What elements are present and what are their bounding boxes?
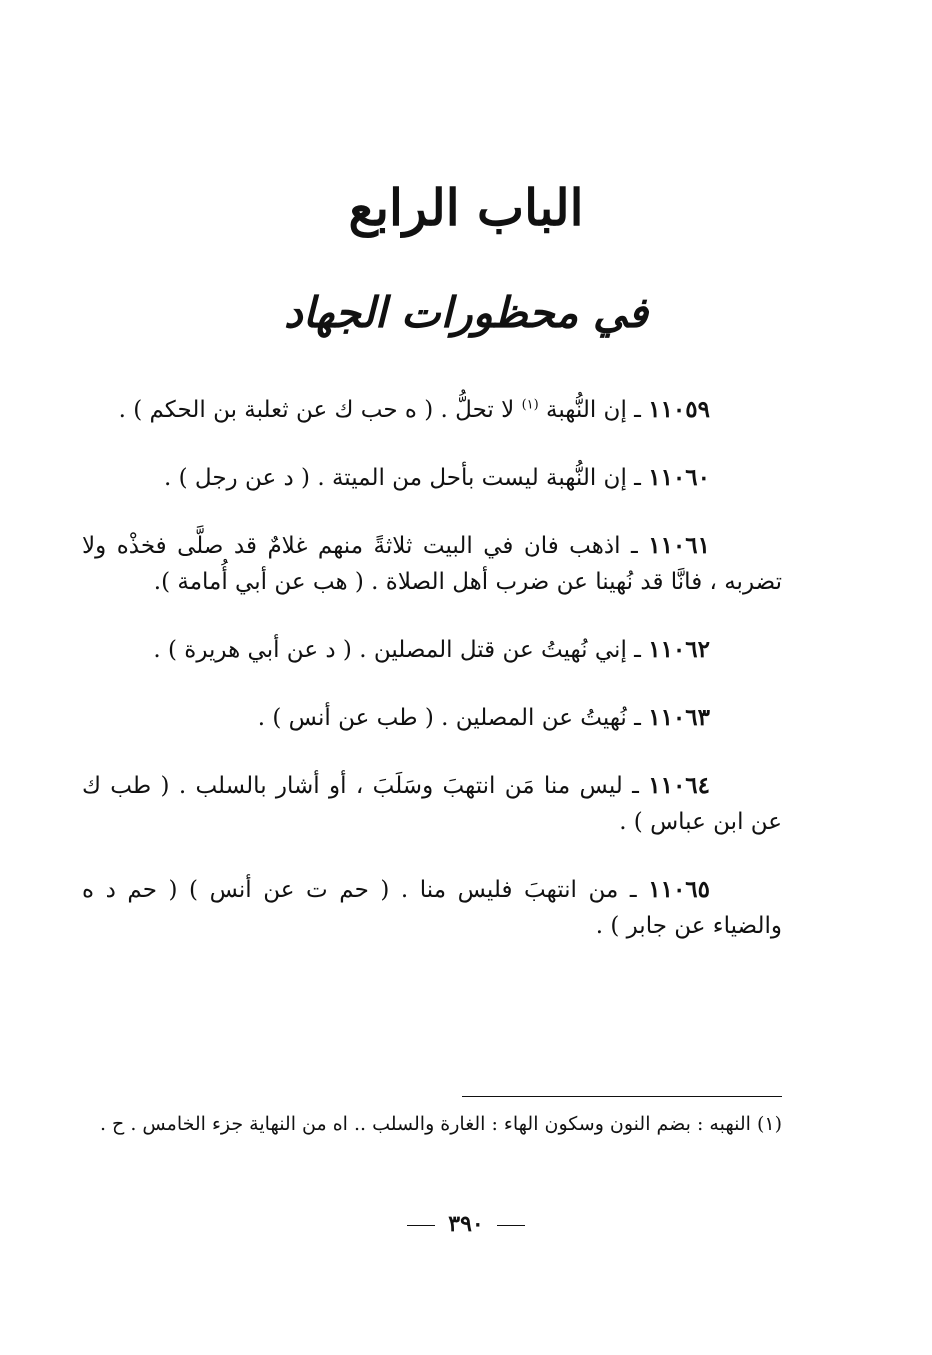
hadith-list: [82, 392, 782, 976]
entry-dash: ـ: [620, 533, 638, 559]
hadith-number: ١١٠٥٩: [648, 396, 710, 423]
entry-dash: ـ: [626, 637, 641, 663]
hadith-text: إن النُّهبة: [546, 397, 627, 423]
hadith-text: إني نُهيتُ عن قتل المصلين . ( د عن أبي هريرة ) .: [153, 637, 627, 663]
entry-dash: ـ: [626, 397, 641, 423]
hadith-entry: [82, 460, 782, 496]
chapter-title: الباب الرابع: [348, 178, 584, 237]
entry-dash: ـ: [626, 705, 641, 731]
hadith-entry: [82, 872, 782, 944]
footnote-text: النهبه : بضم النون وسكون الهاء : الغارة والسلب .. اه من النهاية جزء الخامس . ح .: [99, 1113, 751, 1135]
footnote-reference: (١): [521, 397, 539, 413]
hadith-text: ليس منا مَن انتهبَ وسَلَبَ ، أو أشار بالسلب . ( طب ك عن ابن عباس ) .: [82, 773, 782, 835]
hadith-number: ١١٠٦١: [648, 532, 710, 559]
footnote-divider: [462, 1096, 782, 1097]
page-number-dash: [407, 1225, 435, 1226]
hadith-text: من انتهبَ فليس منا . ( حم ت عن أنس ) ( حم د ه والضياء عن جابر ) .: [82, 877, 782, 939]
hadith-number: ١١٠٦٣: [648, 704, 710, 731]
hadith-entry: [82, 700, 782, 736]
page-number-dash: [497, 1225, 525, 1226]
hadith-number: ١١٠٦٠: [648, 464, 710, 491]
hadith-text: إن النُّهبة ليست بأحل من الميتة . ( د عن رجل ) .: [164, 465, 627, 491]
footnotes: [82, 1106, 782, 1142]
page-number: ٣٩٠: [448, 1211, 484, 1237]
hadith-number: ١١٠٦٥: [648, 876, 711, 903]
hadith-text-continued: لا تحلُّ . ( ه حب ك عن ثعلبة بن الحكم ) .: [118, 397, 515, 423]
entry-dash: ـ: [622, 773, 639, 799]
hadith-entry: [82, 528, 782, 600]
footnote: [82, 1106, 782, 1142]
page-number-footer: [0, 1204, 932, 1244]
chapter-subtitle: في محظورات الجهاد: [283, 288, 648, 337]
entry-dash: ـ: [626, 465, 641, 491]
hadith-entry: [82, 392, 782, 428]
hadith-text: اذهب فان في البيت ثلاثةً منهم غلامٌ قد صلَّى فخذْه ولا تضربه ، فانَّا قد نُهينا عن ضرب أهل الصلاة . ( هب عن أبي أُمامة ).: [82, 533, 782, 595]
footnote-marker: (١): [756, 1113, 782, 1135]
hadith-entry: [82, 632, 782, 668]
hadith-entry: [82, 768, 782, 840]
hadith-number: ١١٠٦٤: [648, 772, 711, 799]
hadith-text: نُهيتُ عن المصلين . ( طب عن أنس ) .: [257, 705, 627, 731]
entry-dash: ـ: [618, 877, 637, 903]
hadith-number: ١١٠٦٢: [648, 636, 710, 663]
